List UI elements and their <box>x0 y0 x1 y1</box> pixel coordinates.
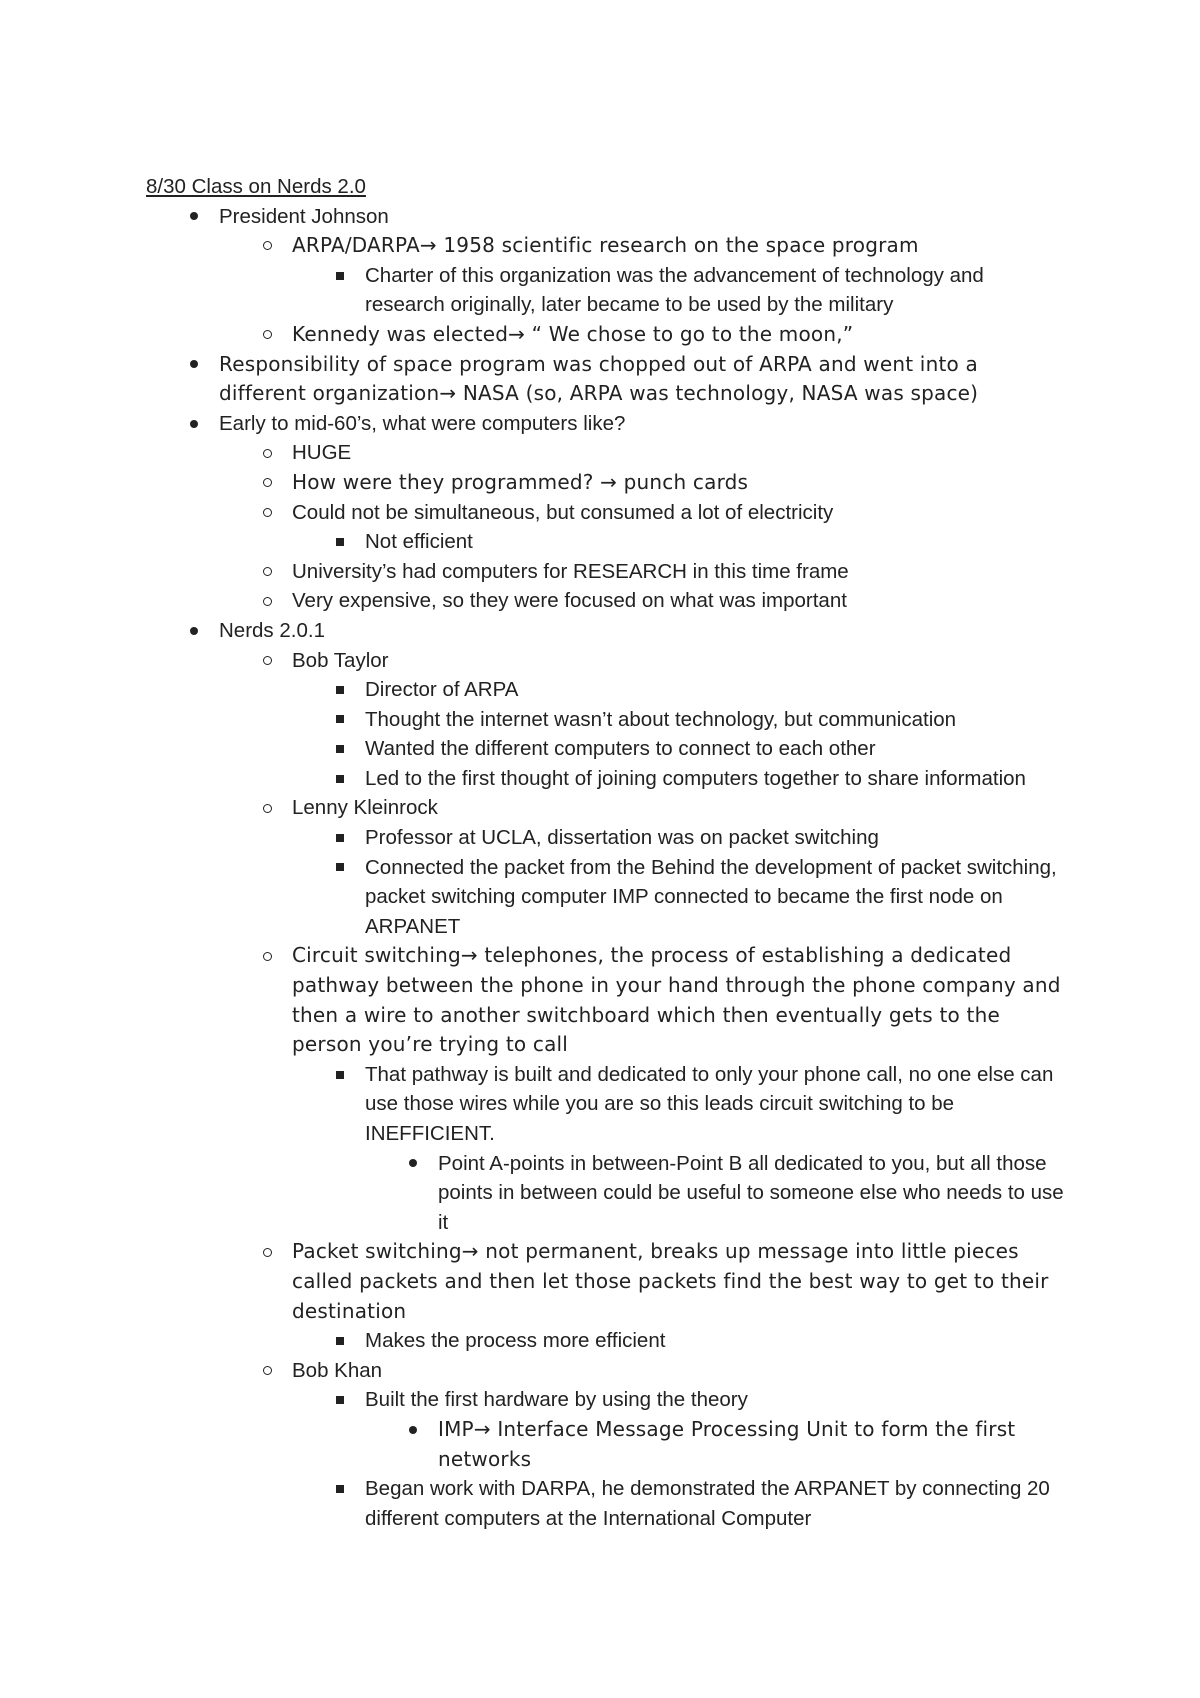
list-item-text: Thought the internet wasn’t about technology, but communication <box>365 707 957 731</box>
square-bullet-icon <box>330 853 350 883</box>
list-item-text: Charter of this organization was the advancement of technology and research originally, later became to be used by the military <box>365 263 984 317</box>
list-item <box>146 793 1066 823</box>
list-item-text: IMP→ Interface Message Processing Unit to form the first networks <box>438 1416 1016 1471</box>
notes-body <box>146 172 1066 1533</box>
list-item <box>146 941 1066 1059</box>
circle-bullet-icon <box>257 793 277 823</box>
list-item-text: Very expensive, so they were focused on what was important <box>292 589 847 613</box>
list-item-text: Early to mid-60’s, what were computers like? <box>219 411 626 435</box>
list-item <box>146 1385 1066 1415</box>
list-item <box>146 527 1066 557</box>
list-item <box>146 764 1066 794</box>
circle-bullet-icon <box>257 231 277 261</box>
disc-bullet-icon <box>403 1415 423 1445</box>
list-item <box>146 705 1066 735</box>
list-item <box>146 646 1066 676</box>
list-item <box>146 409 1066 439</box>
square-bullet-icon <box>330 261 350 291</box>
list-item <box>146 734 1066 764</box>
list-item-text: Began work with DARPA, he demonstrated the ARPANET by connecting 20 different computers at the International Computer <box>365 1477 1050 1530</box>
list-item-text: Led to the first thought of joining computers together to share information <box>365 766 1026 790</box>
list-item-text: Built the first hardware by using the theory <box>365 1388 748 1412</box>
list-item-text: Lenny Kleinrock <box>292 796 438 820</box>
circle-bullet-icon <box>257 1356 277 1386</box>
list-item <box>146 1237 1066 1326</box>
list-item <box>146 350 1066 409</box>
disc-bullet-icon <box>403 1149 423 1179</box>
list-item <box>146 1356 1066 1386</box>
square-bullet-icon <box>330 1326 350 1356</box>
list-item <box>146 202 1066 232</box>
list-item <box>146 261 1066 320</box>
disc-bullet-icon <box>184 350 204 380</box>
disc-bullet-icon <box>184 202 204 232</box>
circle-bullet-icon <box>257 320 277 350</box>
circle-bullet-icon <box>257 498 277 528</box>
square-bullet-icon <box>330 705 350 735</box>
list-item <box>146 586 1066 616</box>
page-title: 8/30 Class on Nerds 2.0 <box>146 175 366 198</box>
circle-bullet-icon <box>257 438 277 468</box>
list-item <box>146 1326 1066 1356</box>
list-item <box>146 675 1066 705</box>
list-item <box>146 438 1066 468</box>
list-item <box>146 1474 1066 1533</box>
list-item <box>146 616 1066 646</box>
square-bullet-icon <box>330 1385 350 1415</box>
list-item <box>146 557 1066 587</box>
list-item-text: Circuit switching→ telephones, the process of establishing a dedicated pathway between the phone in your hand through the phone company and then a wire to another switchboard which then eventually gets to the person you’re trying to call <box>292 943 1061 1057</box>
circle-bullet-icon <box>257 646 277 676</box>
list-item-text: Connected the packet from the Behind the development of packet switching, packet switching computer IMP connected to became the first node on ARPANET <box>365 855 1057 938</box>
list-item-text: How were they programmed? → punch cards <box>292 469 749 494</box>
circle-bullet-icon <box>257 557 277 587</box>
circle-bullet-icon <box>257 468 277 498</box>
disc-bullet-icon <box>184 616 204 646</box>
square-bullet-icon <box>330 1474 350 1504</box>
list-item-text: President Johnson <box>219 204 389 228</box>
list-item-text: Responsibility of space program was chopped out of ARPA and went into a different organization→ NASA (so, ARPA was technology, NASA was space) <box>219 351 979 406</box>
square-bullet-icon <box>330 675 350 705</box>
list-item-text: Bob Khan <box>292 1358 383 1382</box>
square-bullet-icon <box>330 527 350 557</box>
list-item-text: Bob Taylor <box>292 648 389 672</box>
list-item-text: Wanted the different computers to connect to each other <box>365 737 876 761</box>
list-item-text: Packet switching→ not permanent, breaks up message into little pieces called packets and then let those packets find the best way to get to their destination <box>292 1239 1049 1323</box>
square-bullet-icon <box>330 1060 350 1090</box>
list-item-text: Kennedy was elected→ “ We chose to go to the moon,” <box>292 321 854 346</box>
square-bullet-icon <box>330 823 350 853</box>
list-item-text: Professor at UCLA, dissertation was on packet switching <box>365 826 879 850</box>
list-item <box>146 498 1066 528</box>
list-item <box>146 231 1066 261</box>
list-item-text: Could not be simultaneous, but consumed a lot of electricity <box>292 500 834 524</box>
circle-bullet-icon <box>257 941 277 971</box>
list-item-text: Director of ARPA <box>365 678 519 702</box>
circle-bullet-icon <box>257 1237 277 1267</box>
circle-bullet-icon <box>257 586 277 616</box>
list-item-text: Point A-points in between-Point B all dedicated to you, but all those points in between could be useful to someone else who needs to use it <box>438 1151 1064 1234</box>
list-item <box>146 1149 1066 1238</box>
list-item <box>146 1060 1066 1149</box>
list-item <box>146 320 1066 350</box>
list-item-text: Nerds 2.0.1 <box>219 618 325 642</box>
list-item-text: That pathway is built and dedicated to only your phone call, no one else can use those wires while you are so this leads circuit switching to be INEFFICIENT. <box>365 1062 1054 1145</box>
list-item-text: Makes the process more efficient <box>365 1329 666 1353</box>
disc-bullet-icon <box>184 409 204 439</box>
list-item-text: Not efficient <box>365 530 473 554</box>
list-item <box>146 823 1066 853</box>
square-bullet-icon <box>330 764 350 794</box>
list-item <box>146 853 1066 942</box>
list-item-text: ARPA/DARPA→ 1958 scientific research on the space program <box>292 233 919 258</box>
square-bullet-icon <box>330 734 350 764</box>
list-item-text: University’s had computers for RESEARCH in this time frame <box>292 559 849 583</box>
list-item <box>146 1415 1066 1474</box>
list-item <box>146 468 1066 498</box>
list-item-text: HUGE <box>292 441 352 465</box>
